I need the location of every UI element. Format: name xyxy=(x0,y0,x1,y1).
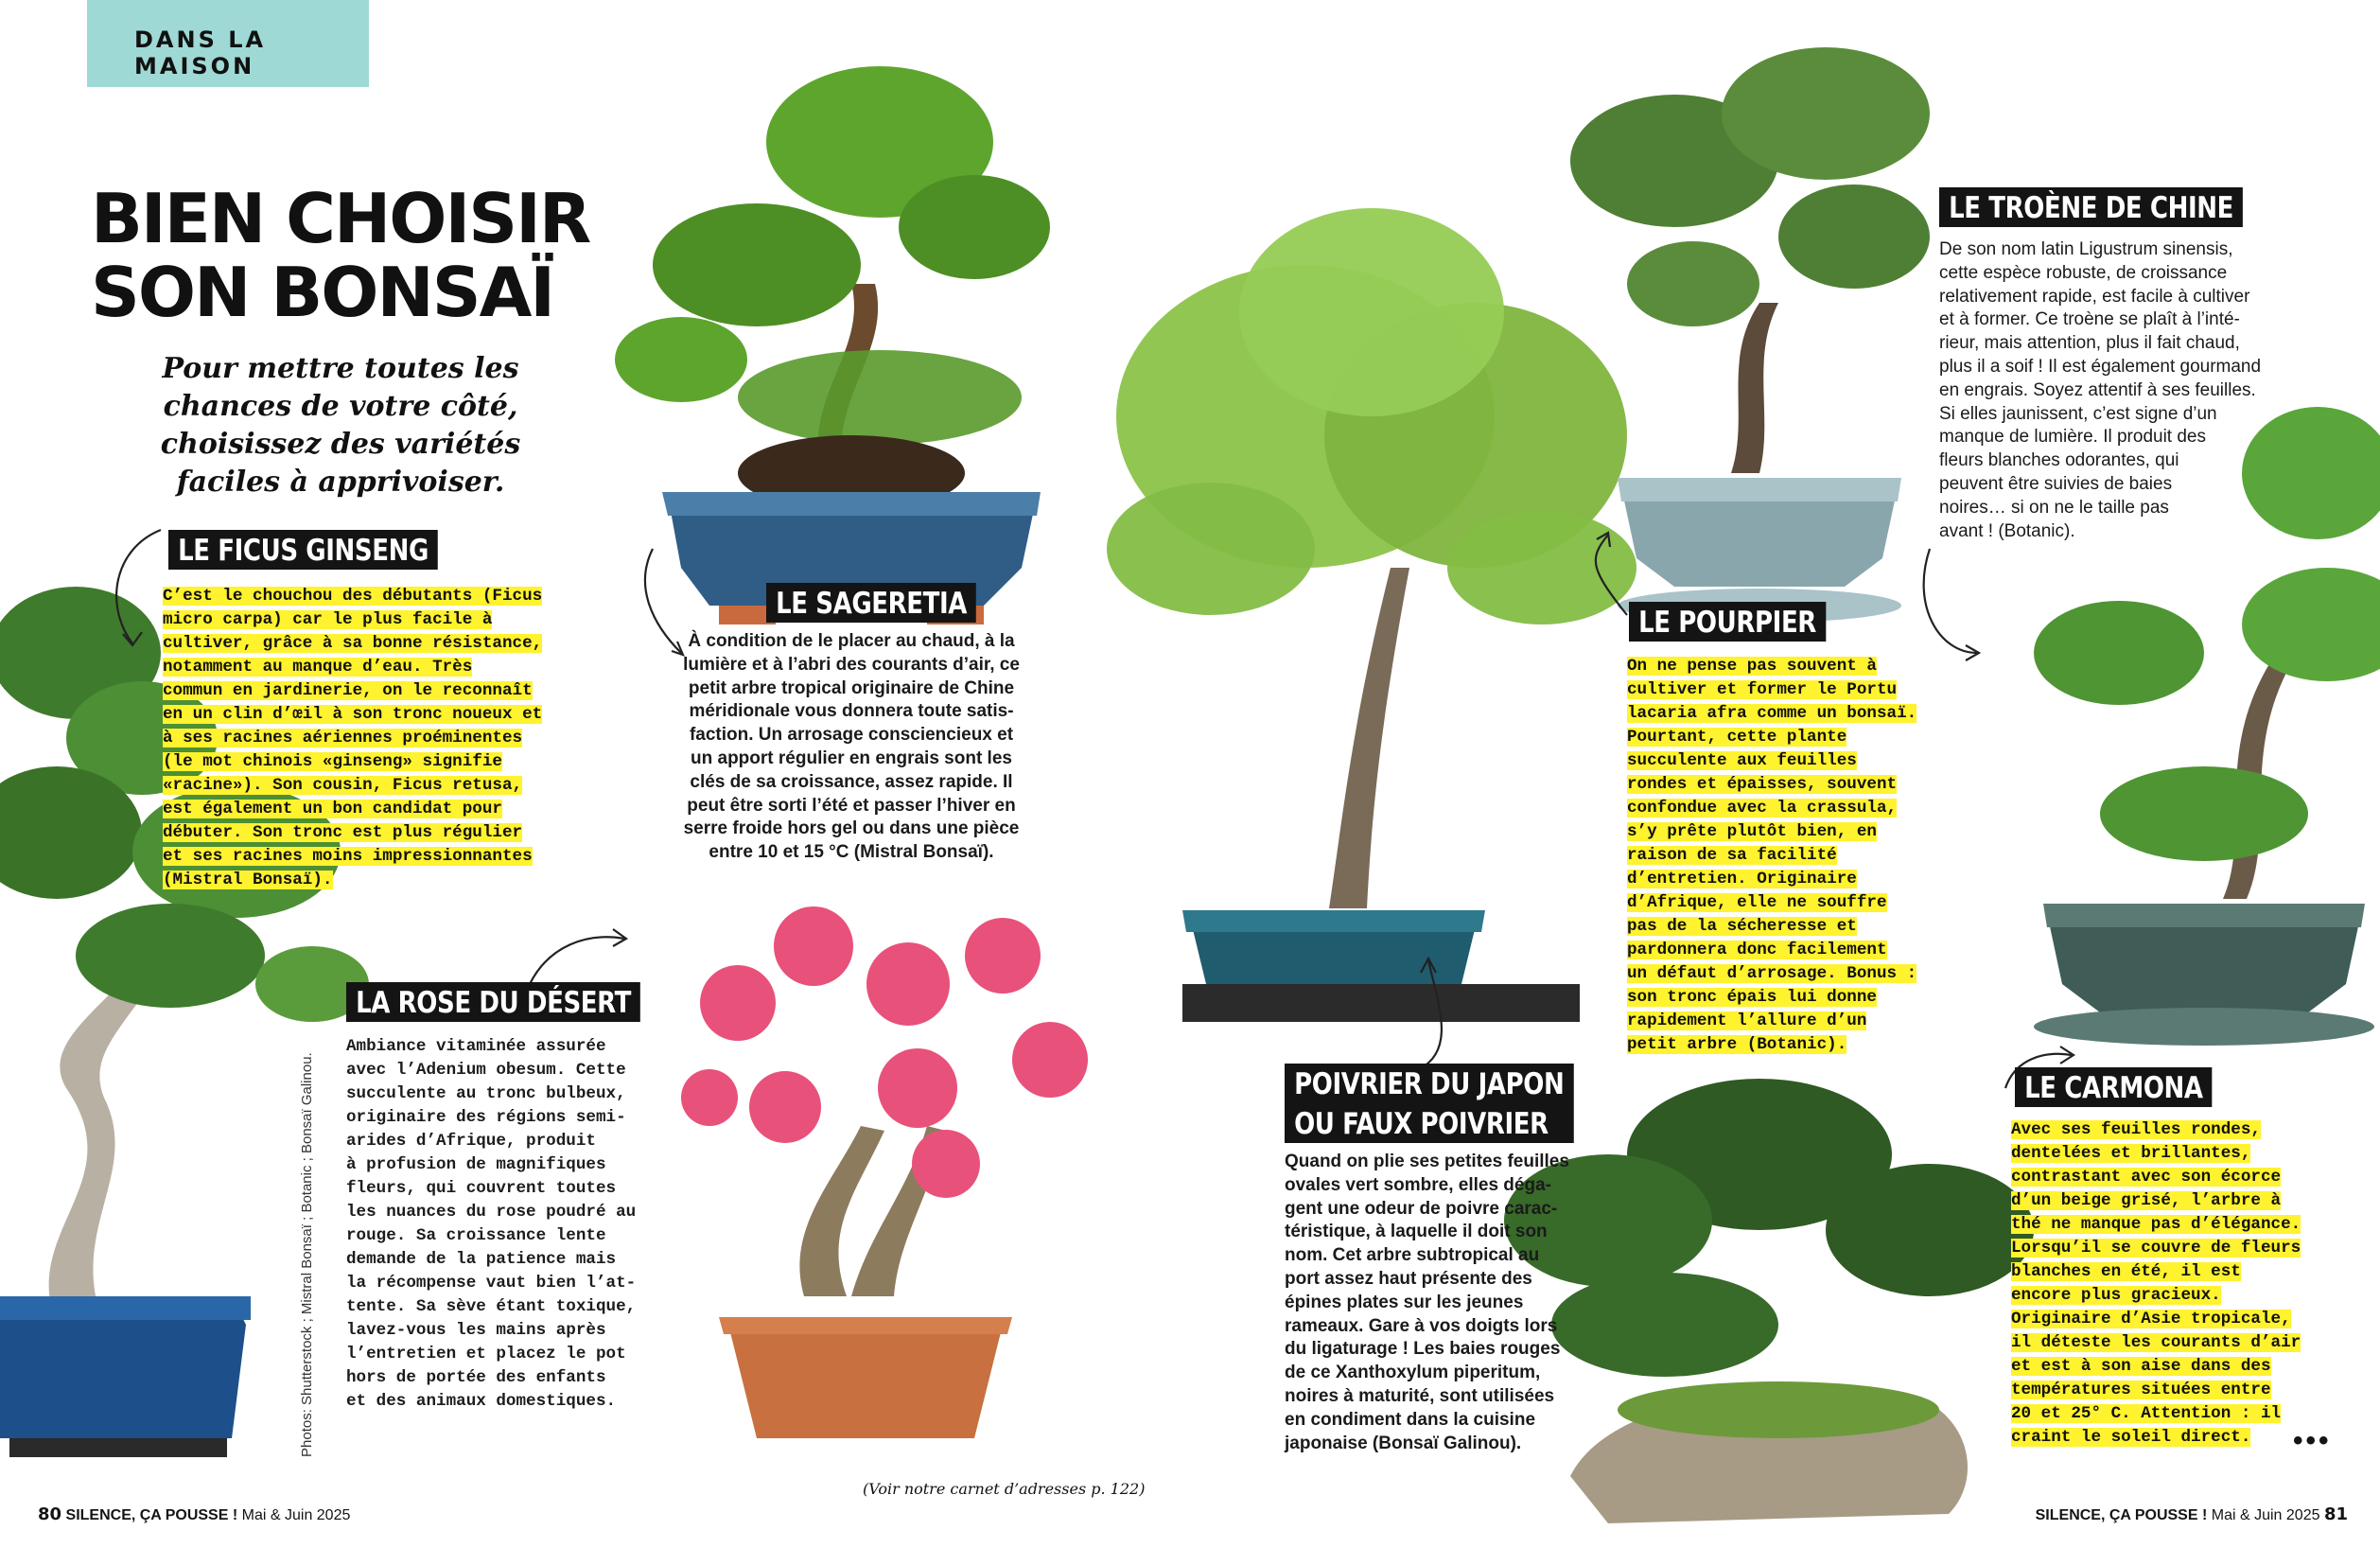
rose-text: Ambiance vitaminée assurée avec l’Adenium obesum. Cette succulente au tronc bulbeux, originaire des régions semi- arides d’Afrique, produit à profusion de magnifiques fleurs, qui couvrent toutes les nuances du rose poudré au rouge. Sa croissance lente demande de la patience mais la récompense vaut bien l’at- tente. Sa sève étant toxique, lavez-vous les mains après l’entretien et placez le pot hors de portée des enfants et des animaux domestiques. xyxy=(346,1037,637,1411)
carmona-text: Avec ses feuilles rondes, dentelées et brillantes, contrastant avec son écorce d’un beige grisé, l’arbre à thé ne manque pas d’élégance. Lorsqu’il se couvre de fleurs blanches en été, il est encore plus gracieux. Originaire d’Asie tropicale, il déteste les courants d’air et est à son aise dans des températures situées entre 20 et 25° C. Attention : il craint le soleil direct. xyxy=(2011,1120,2301,1447)
magazine-mark-right: ! xyxy=(2201,1507,2208,1523)
poivrier-image xyxy=(1107,208,1636,1022)
magazine-name-right: SILENCE, ÇA POUSSE xyxy=(2035,1507,2198,1523)
page-number-left: 80 xyxy=(38,1504,62,1524)
sageretia-image xyxy=(615,66,1050,624)
carmona-title: LE CARMONA xyxy=(2015,1067,2213,1107)
intro-text: Pour mettre toutes les chances de votre côté, choisissez des variétés faciles à apprivoiser. xyxy=(160,352,521,499)
pourpier-title: LE POURPIER xyxy=(1629,602,1826,642)
sageretia-title: LE SAGERETIA xyxy=(766,583,976,623)
rose-title: LA ROSE DU DÉSERT xyxy=(346,982,640,1022)
ficus-text: C’est le chouchou des débutants (Ficus micro carpa) car le plus facile à cultiver, grâce à sa bonne résistance, notamment au manque d’eau. Très commun en jardinerie, on le reconnaît en un clin d’œil à son tronc noueux et à ses racines aériennes proéminentes (le mot chinois «ginseng» signifie «racine»). Son cousin, Ficus retusa, est également un bon candidat pour débuter. Son tronc est plus régulier et ses racines moins impressionnantes (Mistral Bonsaï). xyxy=(163,587,543,889)
pourpier-text: On ne pense pas souvent à cultiver et former le Portu lacaria afra comme un bonsaï. Pourtant, cette plante succulente aux feuilles rondes et épaisses, souvent confondue avec la crassula, s’y prête plutôt bien, en raison de sa facilité d’entretien. Originaire d’Afrique, elle ne souffre pas de la sécheresse et pardonnera donc facilement un défaut d’arrosage. Bonus : son tronc épais lui donne rapidement l’allure d’un petit arbre (Botanic). xyxy=(1627,657,1917,1054)
page-number-right: 81 xyxy=(2323,1504,2348,1524)
pourpier-image xyxy=(1570,47,1930,623)
issue-left: Mai & Juin 2025 xyxy=(241,1507,351,1523)
section-label: DANS LA MAISON xyxy=(134,26,267,79)
issue-right: Mai & Juin 2025 xyxy=(2211,1507,2320,1523)
sageretia-text: À condition de le placer au chaud, à la lumière et à l’abri des courants d’air, ce petit arbre tropical originaire de Chine méridionale vous donnera toute satis- faction. Un arrosage consciencieux et un apport régulier en engrais sont les clés de sa croissance, assez rapide. Il peut être sorti l’été et passer l’hiver en serre froide hors gel ou dans une pièce entre 10 et 15 °C (Mistral Bonsaï). xyxy=(683,631,1020,863)
page-title xyxy=(91,179,621,332)
poivrier-title: POIVRIER DU JAPON OU FAUX POIVRIER xyxy=(1285,1064,1629,1143)
address-note: (Voir notre carnet d’adresses p. 122) xyxy=(863,1480,1146,1498)
footer-right xyxy=(2036,1504,2348,1524)
troene-title: LE TROÈNE DE CHINE xyxy=(1939,187,2243,227)
continue-dots: ••• xyxy=(2293,1425,2332,1456)
page-title-line1: BIEN CHOISIR xyxy=(91,179,590,258)
photo-credit: Photos: Shutterstock ; Mistral Bonsaï ; Botanic ; Bonsaï Galinou. xyxy=(299,1052,315,1457)
page-title-line2: SON BONSAÏ xyxy=(91,253,554,332)
poivrier-text: Quand on plie ses petites feuilles ovales vert sombre, elles déga- gent une odeur de poivre carac- téristique, à laquelle il doit son nom. Cet arbre subtropical au port assez haut présente des épines plates sur les jeunes rameaux. Gare à vos doigts lors du ligaturage ! Les baies rouges de ce Xanthoxylum piperitum, noires à maturité, sont utilisées en condiment dans la cuisine japonaise (Bonsaï Galinou). xyxy=(1285,1152,1569,1453)
footer-left xyxy=(38,1504,350,1524)
rose-du-desert-image xyxy=(681,906,1088,1438)
magazine-name-left: SILENCE, ÇA POUSSE xyxy=(65,1507,229,1523)
magazine-mark-left: ! xyxy=(232,1507,238,1523)
ficus-title: LE FICUS GINSENG xyxy=(168,530,438,570)
section-tag xyxy=(87,0,369,87)
troene-text: De son nom latin Ligustrum sinensis, cette espèce robuste, de croissance relativement rapide, est facile à cultiver et à former. Ce troène se plaît à l’inté- rieur, mais attention, plus il fait chaud, plus il a soif ! Il est également gourmand en engrais. Soyez attentif à ses feuilles. Si elles jaunissent, c’est signe d’un manque de lumière. Il produit des fleurs blanches odorantes, qui peuvent être suivies de baies noires… si on ne le taille pas avant ! (Botanic). xyxy=(1939,239,2262,541)
